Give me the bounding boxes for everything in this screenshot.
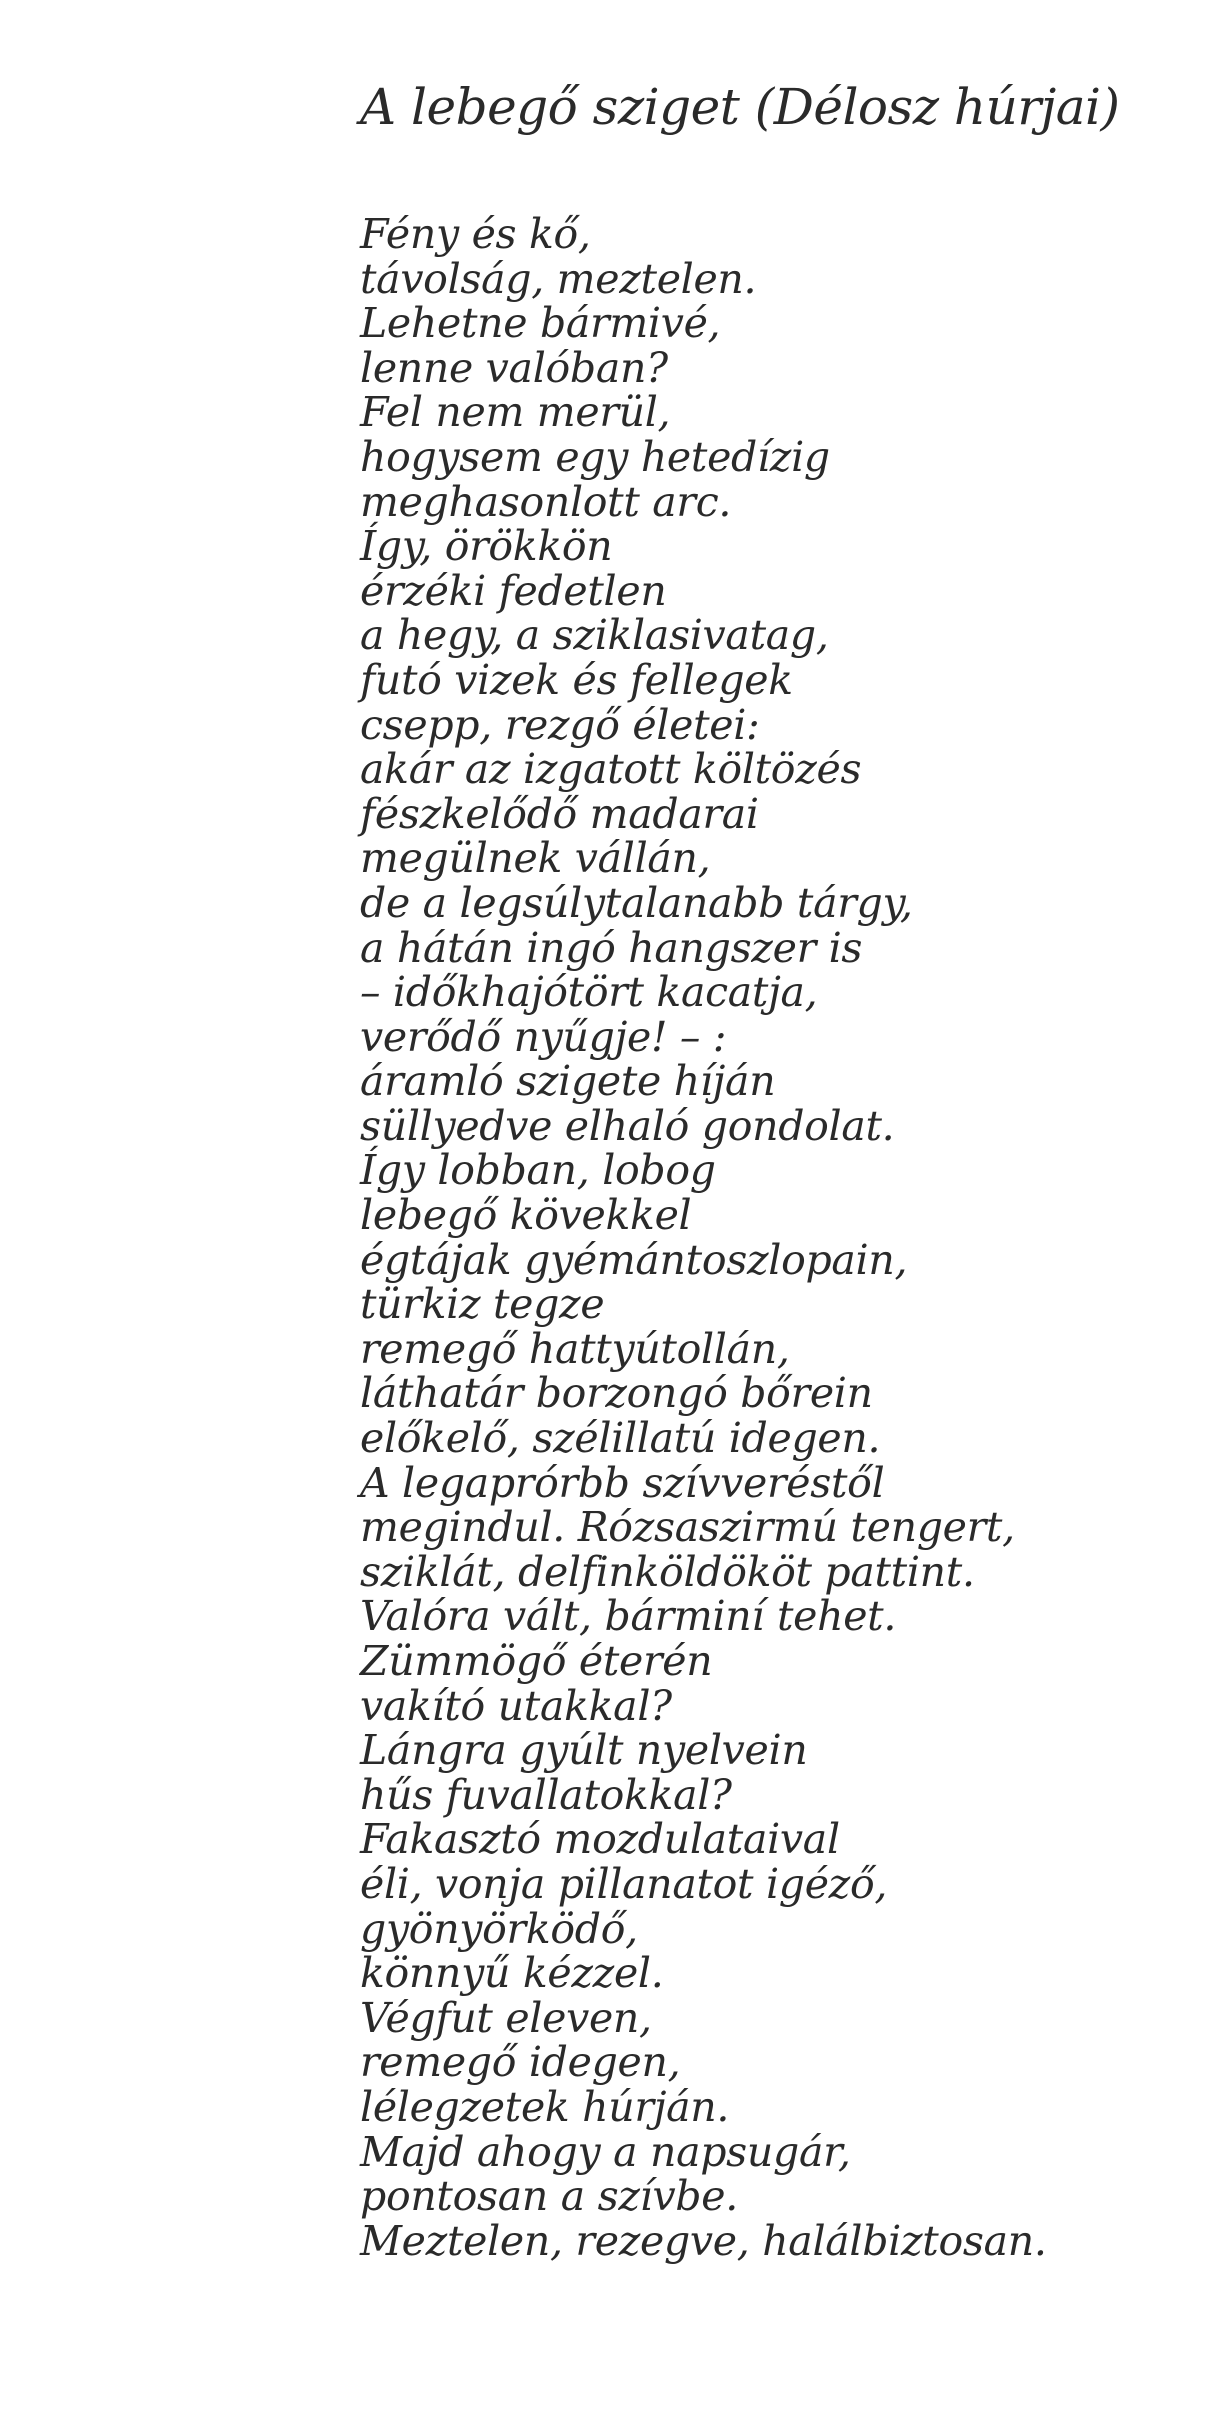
poem-body bbox=[360, 212, 1200, 2263]
poem-line: türkiz tegze bbox=[360, 1280, 605, 1329]
poem-line: Fel nem merül, bbox=[360, 388, 671, 437]
poem-line: Fény és kő, bbox=[360, 210, 591, 258]
poem-line: vakító utakkal? bbox=[360, 1681, 672, 1730]
poem-line: előkelő, szélillatú idegen. bbox=[360, 1414, 881, 1463]
poem-line: – időkhajótört kacatja, bbox=[360, 968, 818, 1017]
poem-line: megindul. Rózsaszirmú tengert, bbox=[360, 1503, 1015, 1552]
poem-line: a hegy, a sziklasivatag, bbox=[360, 611, 829, 660]
poem-line: égtájak gyémántoszlopain, bbox=[360, 1235, 908, 1284]
poem-line: gyönyörködő, bbox=[360, 1904, 638, 1953]
poem-line: távolság, meztelen. bbox=[360, 254, 757, 303]
poem-line: Végfut eleven, bbox=[360, 1993, 652, 2042]
poem-line: csepp, rezgő életei: bbox=[360, 700, 760, 749]
poem-line: de a legsúlytalanabb tárgy, bbox=[360, 878, 913, 927]
poem-line: Zümmögő éterén bbox=[360, 1637, 713, 1685]
poem-line: futó vizek és fellegek bbox=[360, 655, 793, 704]
poem-line: érzéki fedetlen bbox=[360, 566, 667, 615]
poem-line: sziklát, delfinköldököt pattint. bbox=[360, 1547, 975, 1596]
poem-line: verődő nyűgje! – : bbox=[360, 1012, 727, 1061]
poem-line: láthatár borzongó bőrein bbox=[360, 1369, 873, 1418]
poem-title: A lebegő sziget (Délosz húrjai) bbox=[360, 78, 1120, 136]
poem-line: Fakasztó mozdulataival bbox=[360, 1815, 840, 1864]
poem-line: lélegzetek húrján. bbox=[360, 2082, 730, 2131]
poem-line: Valóra vált, bárminí tehet. bbox=[360, 1592, 897, 1641]
poem-line: A legaprórbb szívveréstől bbox=[360, 1458, 885, 1507]
poem-line: éli, vonja pillanatot igéző, bbox=[360, 1859, 888, 1908]
poem-line: pontosan a szívbe. bbox=[360, 2172, 738, 2221]
poem-line: akár az izgatott költözés bbox=[360, 745, 862, 794]
poem-line: lenne valóban? bbox=[360, 343, 668, 392]
poem-line: Így lobban, lobog bbox=[360, 1146, 716, 1195]
poem-line: hűs fuvallatokkal? bbox=[360, 1770, 732, 1819]
poem-line: lebegő kövekkel bbox=[360, 1191, 692, 1240]
poem-line: süllyedve elhaló gondolat. bbox=[360, 1101, 895, 1150]
poem-line: fészkelődő madarai bbox=[360, 789, 759, 838]
poem-line: a hátán ingó hangszer is bbox=[360, 923, 863, 972]
poem-line: hogysem egy hetedízig bbox=[360, 432, 830, 481]
poem-line: Majd ahogy a napsugár, bbox=[360, 2127, 851, 2176]
poem-line: könnyű kézzel. bbox=[360, 1949, 664, 1998]
poem-line: remegő hattyútollán, bbox=[360, 1324, 790, 1373]
poem-line: Lehetne bármivé, bbox=[360, 299, 721, 348]
poem-line: remegő idegen, bbox=[360, 2038, 681, 2087]
poem-line: megülnek vállán, bbox=[360, 834, 711, 883]
poem-line: meghasonlott arc. bbox=[360, 477, 732, 526]
poem-line: Lángra gyúlt nyelvein bbox=[360, 1726, 808, 1775]
poem-line: áramló szigete híján bbox=[360, 1057, 776, 1106]
poem-line: Így, örökkön bbox=[360, 522, 613, 571]
poem-line: Meztelen, rezegve, halálbiztosan. bbox=[360, 2216, 1047, 2265]
